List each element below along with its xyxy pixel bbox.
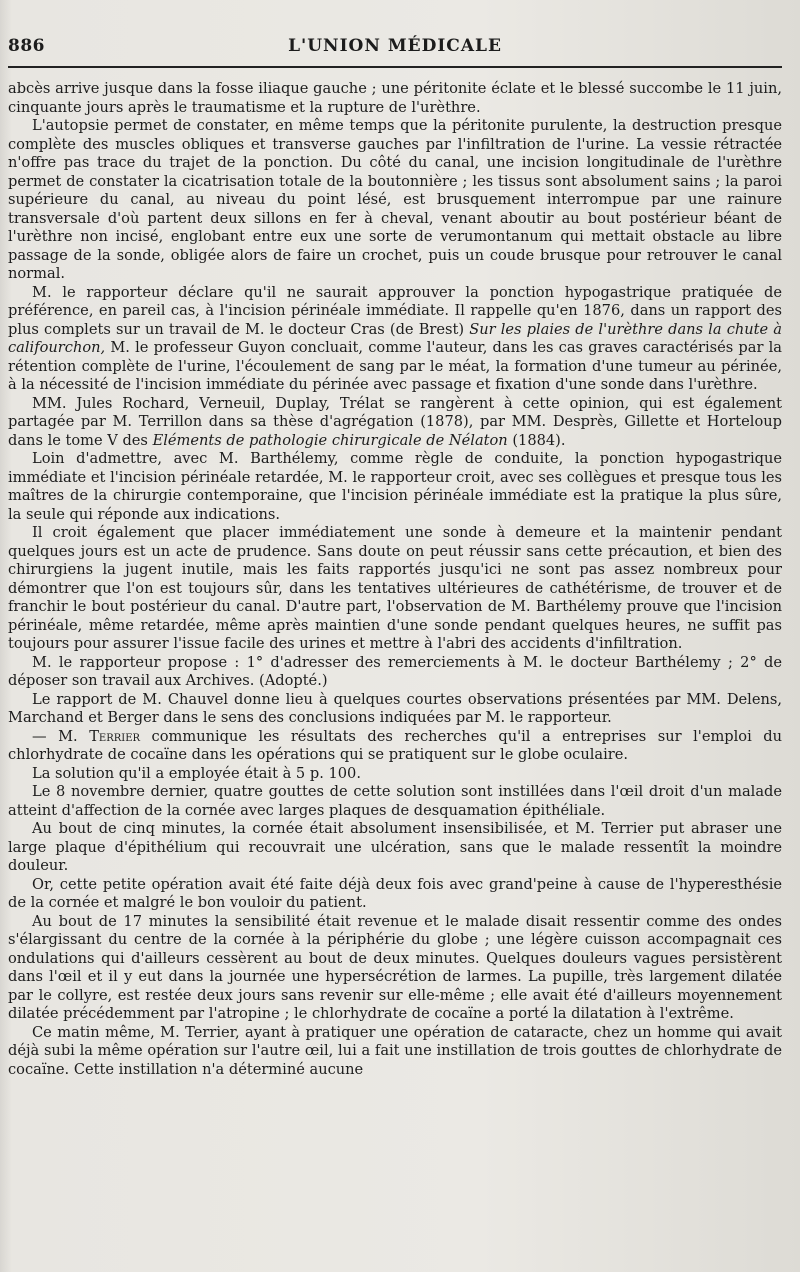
page-header [8, 34, 782, 60]
text-run: M. le rapporteur déclare qu'il ne saurait approuver la ponction hypogastrique pratiquée de préférence, en pareil cas, à l'incision périnéale immédiate. Il rappelle qu'en 1876, dans un rapport des plus complets sur un travail de M. le docteur Cras (de Brest) [8, 283, 782, 338]
text-run: communique les résultats des recherches qu'il a entreprises sur l'emploi du chlorhydrate de cocaïne dans les opérations qui se pratiquent sur le globe oculaire. [8, 727, 782, 763]
text-run: — M. [32, 727, 90, 745]
paragraph [8, 450, 782, 524]
text-run: Le 8 novembre dernier, quatre gouttes de cette solution sont instillées dans l'œil droit d'un malade atteint d'affection de la cornée avec larges plaques de desquamation épithéliale. [8, 783, 782, 819]
text-run: Il croit également que placer immédiatement une sonde à demeure et la maintenir pendant quelques jours est un acte de prudence. Sans doute on peut réussir sans cette précaution, et bien des chirurgiens la jugent inutile, mais les faits rapportés jusqu'ici ne sont pas assez nombreux pour démontrer que l'on est toujours sûr, dans les tentatives ultérieures de cathétérisme, de trouver et de franchir le bout postérieur du canal. D'autre part, l'observation de M. Barthélemy prouve que l'incision périnéale, même retardée, même après maintien d'une sonde pendant quelques heures, ne suffit pas toujours pour assurer l'issue facile des urines et mettre à l'abri des accidents d'infiltration. [8, 524, 782, 652]
paragraph [8, 876, 782, 913]
text-run: abcès arrive jusque dans la fosse iliaque gauche ; une péritonite éclate et le blessé succombe le 11 juin, cinquante jours après le traumatisme et la rupture de l'urèthre. [8, 80, 782, 116]
text-run: M. le professeur Guyon concluait, comme l'auteur, dans les cas graves caractérisés par la rétention complète de l'urine, l'écoulement de sang par le méat, la formation d'une tumeur au périnée, à la nécessité de l'incision immédiate du périnée avec passage et fixation d'une sonde dans l'urèthre. [8, 339, 782, 393]
text-run: Ce matin même, M. Terrier, ayant à pratiquer une opération de cataracte, chez un homme qui avait déjà subi la même opération sur l'autre œil, lui a fait une instillation de trois gouttes de chlorhydrate de cocaïne. Cette instillation n'a déterminé aucune [8, 1023, 782, 1078]
paragraph [8, 117, 782, 284]
header-rule [8, 66, 782, 68]
text-run: Le rapport de M. Chauvel donne lieu à quelques courtes observations présentées par MM. Delens, Marchand et Berger dans le sens des conclusions indiquées par M. le rapporteur. [8, 690, 782, 726]
paragraph [8, 765, 782, 784]
paragraph [8, 728, 782, 765]
text-run: M. le rapporteur propose : 1° d'adresser des remerciements à M. le docteur Barthélemy ; 2° de déposer son travail aux Archives. (Adopté.) [8, 653, 782, 689]
text-run: Au bout de cinq minutes, la cornée était absolument insensibilisée, et M. Terrier put abraser une large plaque d'épithélium qui recouvrait une ulcération, sans que le malade ressentît la moindre douleur. [8, 820, 782, 874]
paragraph [8, 783, 782, 820]
paragraph [8, 284, 782, 395]
text-run: (1884). [507, 431, 566, 449]
italic-text: Eléments de pathologie chirurgicale de Nélaton [152, 431, 508, 449]
text-run: Or, cette petite opération avait été faite déjà deux fois avec grand'peine à cause de l'hyperesthésie de la cornée et malgré le bon vouloir du patient. [8, 875, 782, 911]
running-title: L'UNION MÉDICALE [288, 36, 502, 56]
small-caps-name: Terrier [89, 727, 141, 745]
paragraph [8, 654, 782, 691]
paragraph [8, 1024, 782, 1080]
text-run: Loin d'admettre, avec M. Barthélemy, comme règle de conduite, la ponction hypogastrique immédiate et l'incision périnéale retardée, M. le rapporteur croit, avec ses collègues et presque tous les maîtres de la chirurgie contemporaine, que l'incision périnéale immédiate est la pratique la plus sûre, la seule qui réponde aux indications. [8, 450, 782, 523]
paragraph [8, 820, 782, 876]
paragraph [8, 691, 782, 728]
paragraph [8, 913, 782, 1024]
page-number: 886 [8, 36, 45, 56]
paragraph [8, 395, 782, 451]
paragraph [8, 80, 782, 117]
body-text [8, 80, 782, 1079]
italic-text: Sur les plaies de l'urèthre dans la chute à califourchon, [8, 320, 782, 356]
text-run: L'autopsie permet de constater, en même temps que la péritonite purulente, la destruction presque complète des muscles obliques et transverse gauches par l'infiltration de l'urine. La vessie rétractée n'offre pas trace du trajet de la ponction. Du côté du canal, une incision longitudinale de l'urèthre permet de constater la cicatrisation totale de la boutonnière ; les tissus sont absolument sains ; la paroi supérieure du canal, au niveau du point lésé, est brusquement interrompue par une rainure transversale d'où partent deux sillons en fer à cheval, venant aboutir au bout postérieur béant de l'urèthre non incisé, englobant entre eux une sorte de verumontanum qui mettait obstacle au libre passage de la sonde, obligée alors de faire un crochet, puis un coude brusque pour retrouver le canal normal. [8, 117, 782, 282]
paragraph [8, 524, 782, 654]
text-run: MM. Jules Rochard, Verneuil, Duplay, Trélat se rangèrent à cette opinion, qui est également partagée par M. Terrillon dans sa thèse d'agrégation (1878), par MM. Desprès, Gillette et Horteloup dans le tome V des [8, 394, 782, 449]
text-run: Au bout de 17 minutes la sensibilité était revenue et le malade disait ressentir comme des ondes s'élargissant du centre de la cornée à la périphérie du globe ; une légère cuisson accompagnait ces ondulations qui d'ailleurs cessèrent au bout de deux minutes. Quelques douleurs vagues persistèrent dans l'œil et il y eut dans la journée une hypersécrétion de larmes. La pupille, très largement dilatée par le collyre, est restée deux jours sans revenir sur elle-même ; elle avait été d'ailleurs moyennement dilatée précédemment par l'atropine ; le chlorhydrate de cocaïne a porté la dilatation à l'extrême. [8, 912, 782, 1022]
text-run: La solution qu'il a employée était à 5 p. 100. [32, 764, 361, 782]
